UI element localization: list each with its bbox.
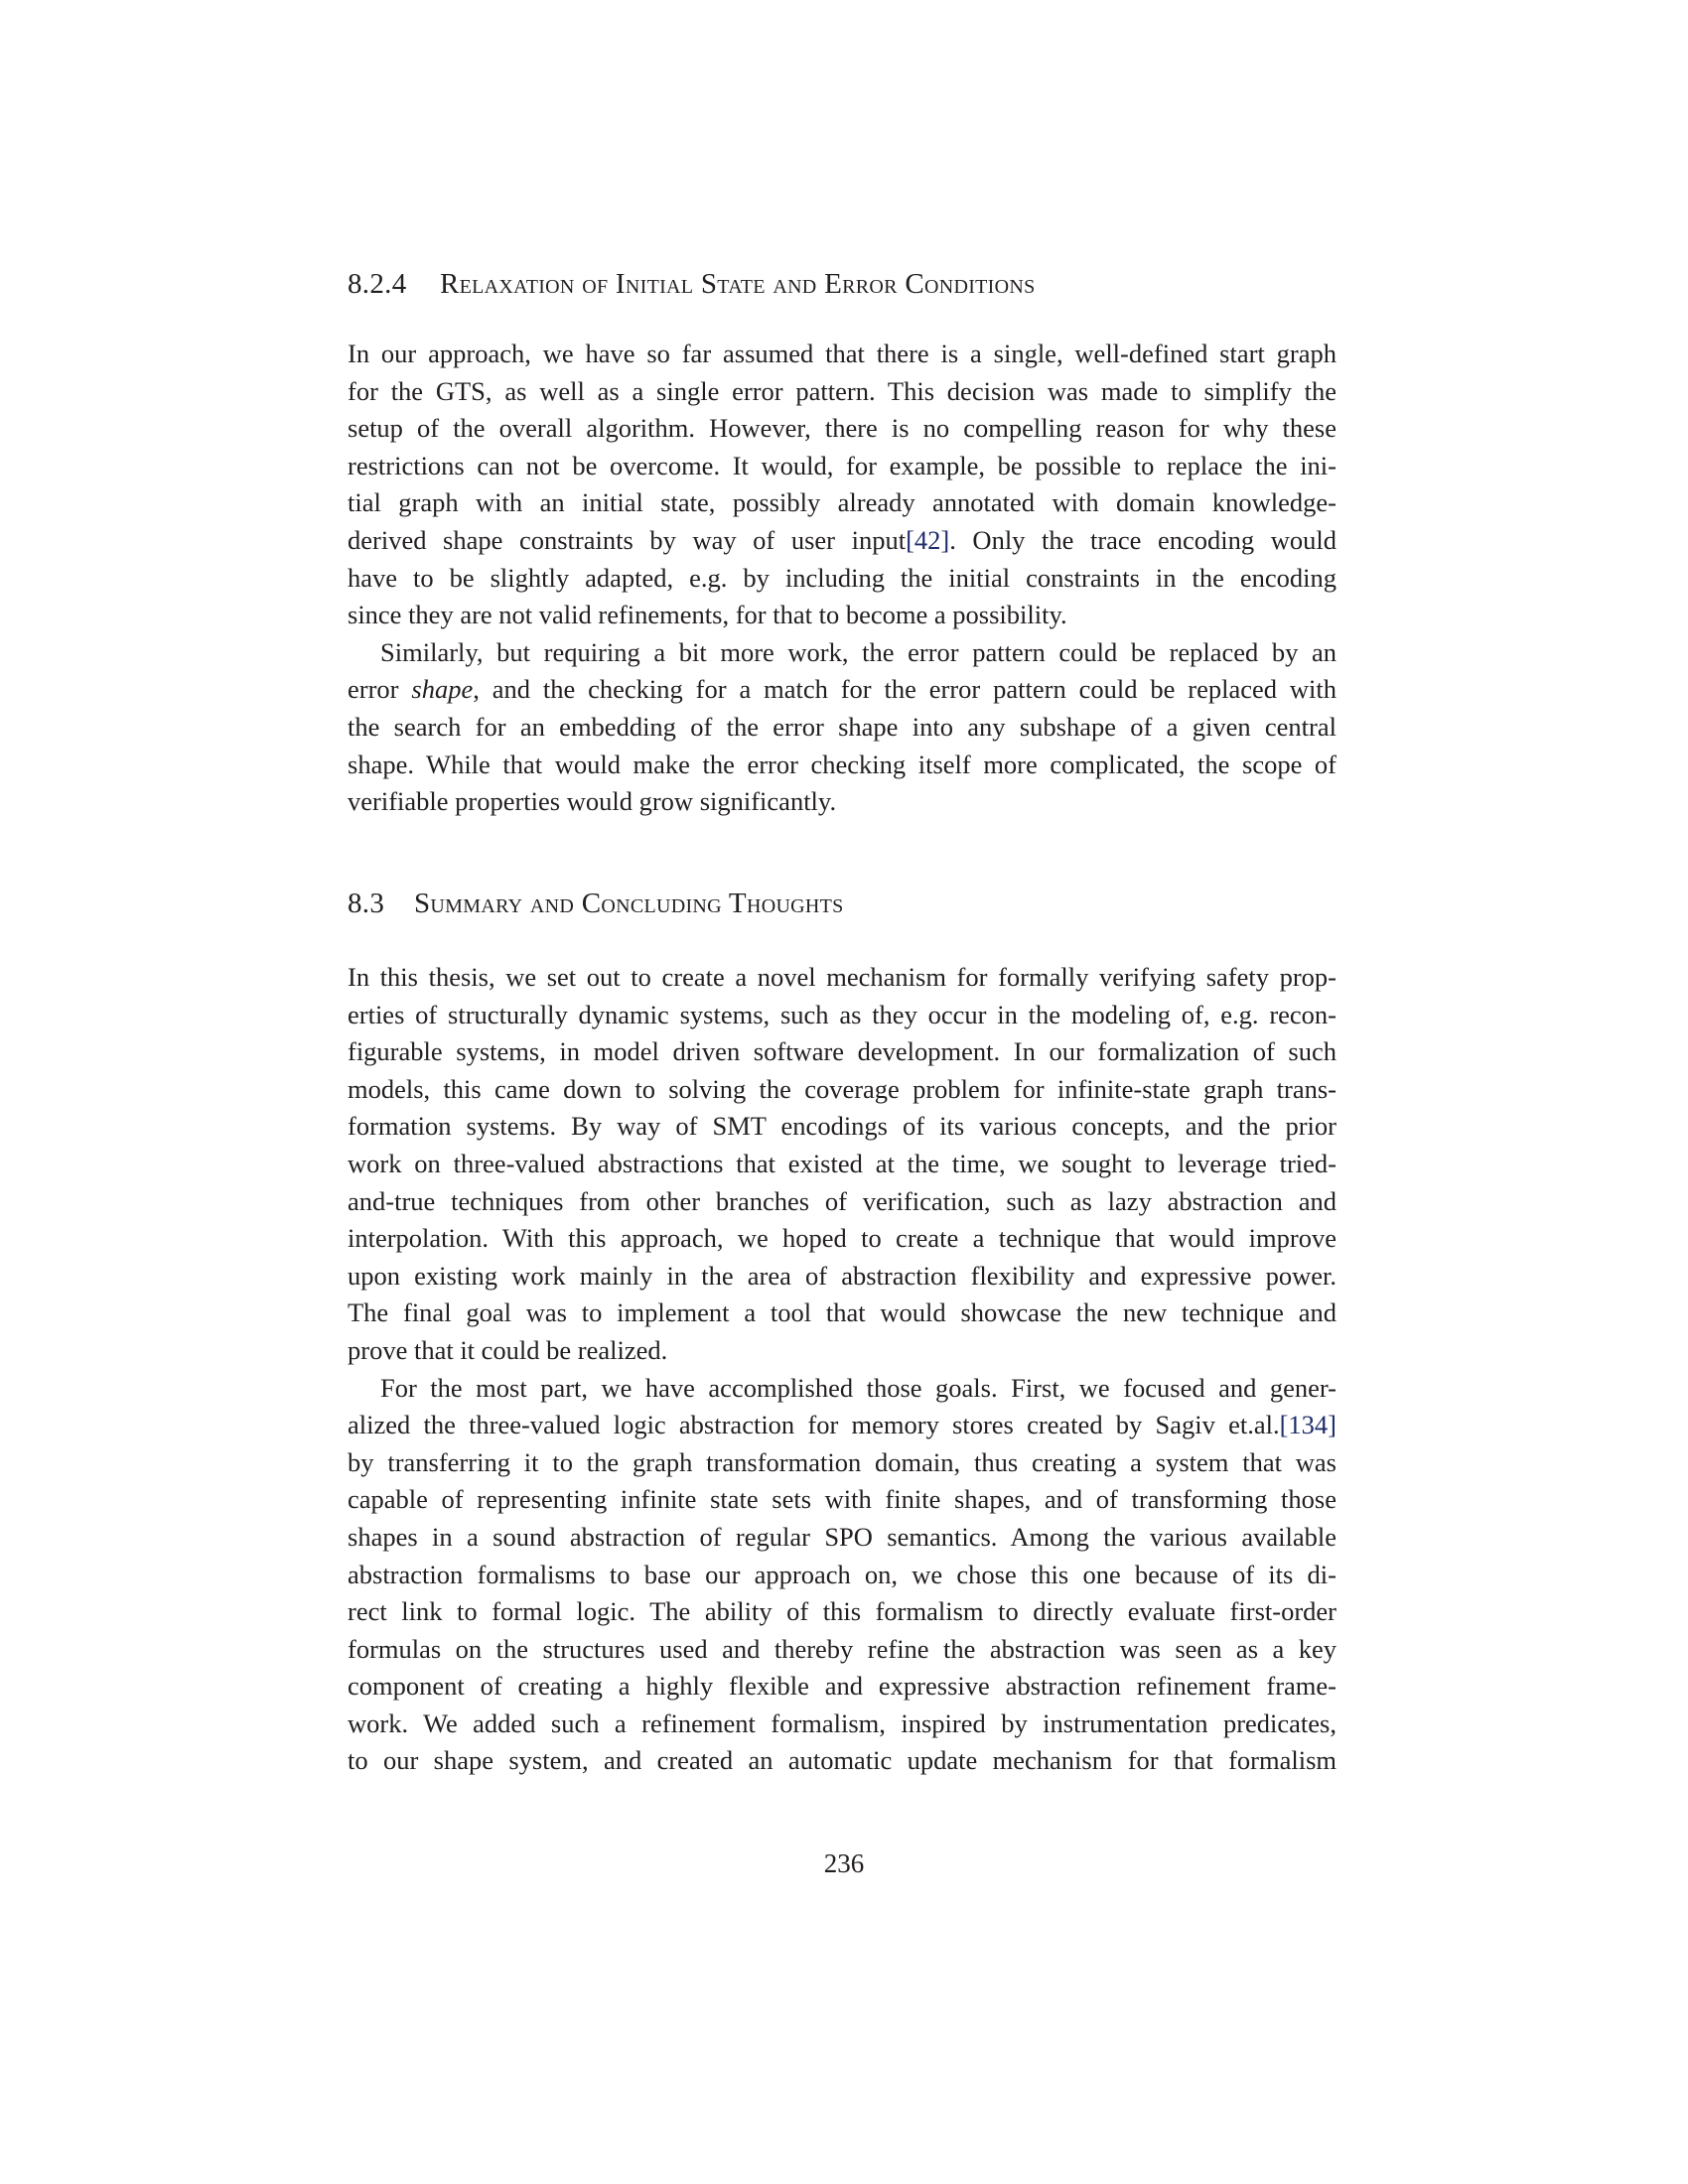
text-line: formulas on the structures used and thereby refine the abstraction was seen as a key <box>348 1633 1336 1664</box>
text-line: prove that it could be realized. <box>348 1334 668 1365</box>
text-span: alized the three-valued logic abstraction for memory stores created by Sagiv et.al. <box>348 1410 1280 1440</box>
text-line: abstraction formalisms to base our approach on, we chose this one because of its di- <box>348 1559 1336 1589</box>
text-line: figurable systems, in model driven software development. In our formalization of such <box>348 1036 1336 1067</box>
text-line: For the most part, we have accomplished those goals. First, we focused and gener- <box>380 1372 1336 1403</box>
text-span: derived shape constraints by way of user input <box>348 524 907 555</box>
text-line: shapes in a sound abstraction of regular SPO semantics. Among the various available <box>348 1521 1336 1552</box>
section-number: 8.3 <box>348 887 385 919</box>
section-number: 8.2.4 <box>348 268 407 300</box>
text-line <box>348 1407 1336 1444</box>
section-title: Relaxation of Initial State and Error Conditions <box>440 268 1036 300</box>
text-line: In this thesis, we set out to create a novel mechanism for formally verifying safety prop- <box>348 962 1336 992</box>
section-title: Summary and Concluding Thoughts <box>414 887 844 919</box>
text-line: by transferring it to the graph transformation domain, thus creating a system that was <box>348 1446 1336 1477</box>
text-line: have to be slightly adapted, e.g. by including the initial constraints in the encoding <box>348 562 1336 593</box>
text-span: error <box>348 674 412 705</box>
text-line: capable of representing infinite state sets with finite shapes, and of transforming those <box>348 1484 1336 1515</box>
body-text-section-8-3 <box>348 959 1336 1780</box>
text-line: Similarly, but requiring a bit more work, the error pattern could be replaced by an <box>380 636 1336 667</box>
text-line: component of creating a highly flexible and expressive abstraction refinement frame- <box>348 1671 1336 1702</box>
text-line: upon existing work mainly in the area of abstraction flexibility and expressive power. <box>348 1260 1336 1291</box>
text-line <box>348 671 1336 709</box>
text-span: . Only the trace encoding would <box>949 524 1337 555</box>
section-heading-8-2-4 <box>348 268 1036 301</box>
text-line: restrictions can not be overcome. It would, for example, be possible to replace the ini- <box>348 450 1336 480</box>
text-line: shape. While that would make the error checking itself more complicated, the scope of <box>348 749 1336 779</box>
text-line: rect link to formal logic. The ability of this formalism to directly evaluate first-order <box>348 1596 1336 1627</box>
citation-link[interactable]: [42] <box>906 524 950 555</box>
text-line: since they are not valid refinements, for that to become a possibility. <box>348 600 1067 630</box>
text-line: erties of structurally dynamic systems, such as they occur in the modeling of, e.g. recon- <box>348 999 1336 1029</box>
text-line: tial graph with an initial state, possibly already annotated with domain knowledge- <box>348 487 1336 518</box>
text-line: models, this came down to solving the coverage problem for infinite-state graph trans- <box>348 1073 1336 1104</box>
section-heading-8-3 <box>348 887 844 920</box>
text-line: to our shape system, and created an automatic update mechanism for that formalism <box>348 1745 1336 1776</box>
text-line: setup of the overall algorithm. However, there is no compelling reason for why these <box>348 413 1336 444</box>
emphasis: shape <box>411 674 474 705</box>
text-line: In our approach, we have so far assumed that there is a single, well-defined start graph <box>348 339 1336 368</box>
body-text-section-8-2-4 <box>348 336 1336 821</box>
text-line: the search for an embedding of the error shape into any subshape of a given central <box>348 711 1336 742</box>
text-line <box>348 522 1336 560</box>
text-line: work. We added such a refinement formalism, inspired by instrumentation predicates, <box>348 1707 1336 1738</box>
text-line: for the GTS, as well as a single error pattern. This decision was made to simplify the <box>348 375 1336 406</box>
citation-link[interactable]: [134] <box>1279 1410 1336 1440</box>
page-number: 236 <box>823 1848 865 1878</box>
text-line: The final goal was to implement a tool that would showcase the new technique and <box>348 1297 1336 1328</box>
text-line: formation systems. By way of SMT encodings of its various concepts, and the prior <box>348 1111 1336 1142</box>
text-line: interpolation. With this approach, we hoped to create a technique that would improve <box>348 1223 1336 1254</box>
text-span: , and the checking for a match for the error pattern could be replaced with <box>473 674 1336 705</box>
text-line: and-true techniques from other branches of verification, such as lazy abstraction and <box>348 1185 1336 1216</box>
text-line: work on three-valued abstractions that existed at the time, we sought to leverage tried- <box>348 1148 1336 1178</box>
text-line: verifiable properties would grow significantly. <box>348 786 837 817</box>
